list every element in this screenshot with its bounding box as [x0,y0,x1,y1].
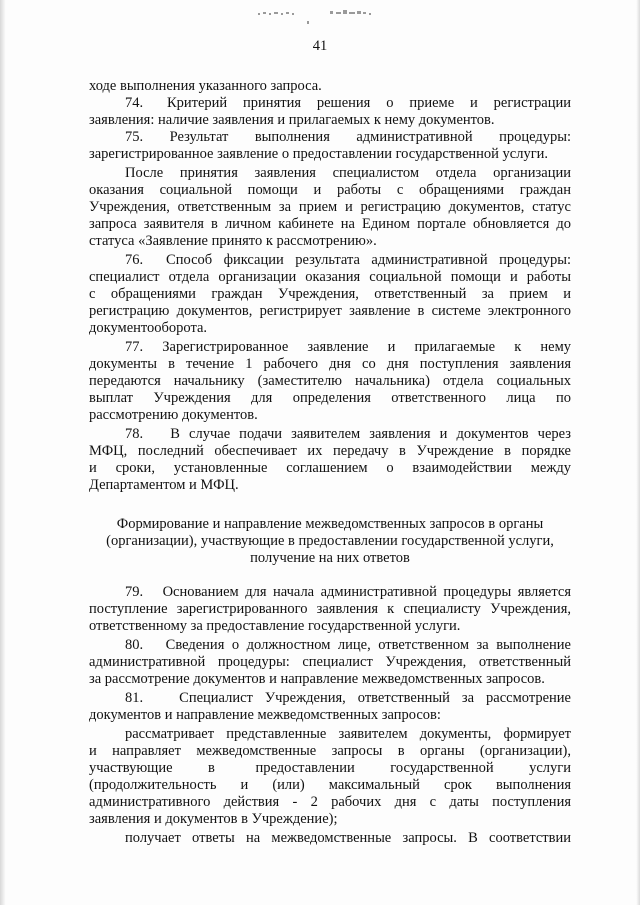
text-line: 77. Зарегистрированное заявление и прилагаемые к нему [125,339,571,355]
text-line: ходе выполнения указанного запроса. [89,78,322,94]
section-heading: (организации), участвующие в предоставлении государственной услуги, [106,533,554,549]
text-line: за рассмотрение документов и направление межведомственных запросов. [89,671,545,687]
text-line: регистрацию документов, регистрирует заявление в системе электронного [89,303,571,319]
text-line: и сроки, установленные соглашением о взаимодействии между [89,460,571,476]
text-line: рассматривает представленные заявителем документы, формирует [125,726,571,742]
text-line: 79. Основанием для начала административной процедуры является [125,584,571,600]
section-heading: получение на них ответов [250,550,410,566]
text-line: документооборота. [89,320,208,336]
text-line: оказания социальной помощи и работы с обращениями граждан [89,182,571,198]
text-line: документы в течение 1 рабочего дня со дня поступления заявления [89,356,571,372]
text-line: 78. В случае подачи заявителем заявления и документов через [125,426,571,442]
text-line: запроса заявителя в личном кабинете на Едином портале обновляется до [89,216,571,232]
text-line: статуса «Заявление принято к рассмотрению». [89,233,377,249]
scan-edge-left [0,0,6,905]
text-line: 75. Результат выполнения административной процедуры: [125,129,571,145]
text-line: 80. Сведения о должностном лице, ответственном за выполнение [125,637,571,653]
text-line: административной процедуры: специалист Учреждения, ответственный [89,654,571,670]
text-line: заявления и документов в Учреждение); [89,811,338,827]
text-line: административного действия - 2 рабочих дня с даты поступления [89,794,571,810]
page-number: 41 [312,38,328,54]
text-line: рассмотрению документов. [89,407,258,423]
section-heading: Формирование и направление межведомственных запросов в органы [116,516,544,532]
text-line: поступление зарегистрированного заявления к специалисту Учреждения, [89,601,571,617]
scan-header-marks [0,4,640,24]
text-line: После принятия заявления специалистом отдела организации [125,165,571,181]
text-line: с обращениями граждан Учреждения, ответственный за прием и [89,286,571,302]
text-line: МФЦ, последний обеспечивает их передачу в Учреждение в порядке [89,443,571,459]
text-line: 76. Способ фиксации результата административной процедуры: [125,252,571,268]
text-line: зарегистрированное заявление о предоставлении государственной услуги. [89,146,549,162]
text-line: получает ответы на межведомственные запросы. В соответствии [125,830,571,846]
text-line: передаются начальнику (заместителю начальника) отдела социальных [89,373,571,389]
text-line: заявления: наличие заявления и прилагаемых к нему документов. [89,112,495,128]
text-line: Учреждения, ответственным за прием и регистрацию документов, статус [89,199,571,215]
text-line: ответственному за предоставление государственной услуги. [89,618,461,634]
text-line: выплат Учреждения для определения ответственного лица по [89,390,571,406]
text-line: и направляет межведомственные запросы в органы (организации), [89,743,571,759]
text-line: (продолжительность и (или) максимальный срок выполнения [89,777,571,793]
scan-edge-right [636,0,640,905]
text-line: документов и направление межведомственных запросов: [89,707,441,723]
text-line: участвующие в предоставлении государственной услуги [89,760,571,776]
text-line: специалист отдела организации оказания социальной помощи и работы [89,269,571,285]
text-line: 81. Специалист Учреждения, ответственный за рассмотрение [125,690,571,706]
text-line: Департаментом и МФЦ. [89,477,239,493]
text-line: 74. Критерий принятия решения о приеме и регистрации [125,95,571,111]
